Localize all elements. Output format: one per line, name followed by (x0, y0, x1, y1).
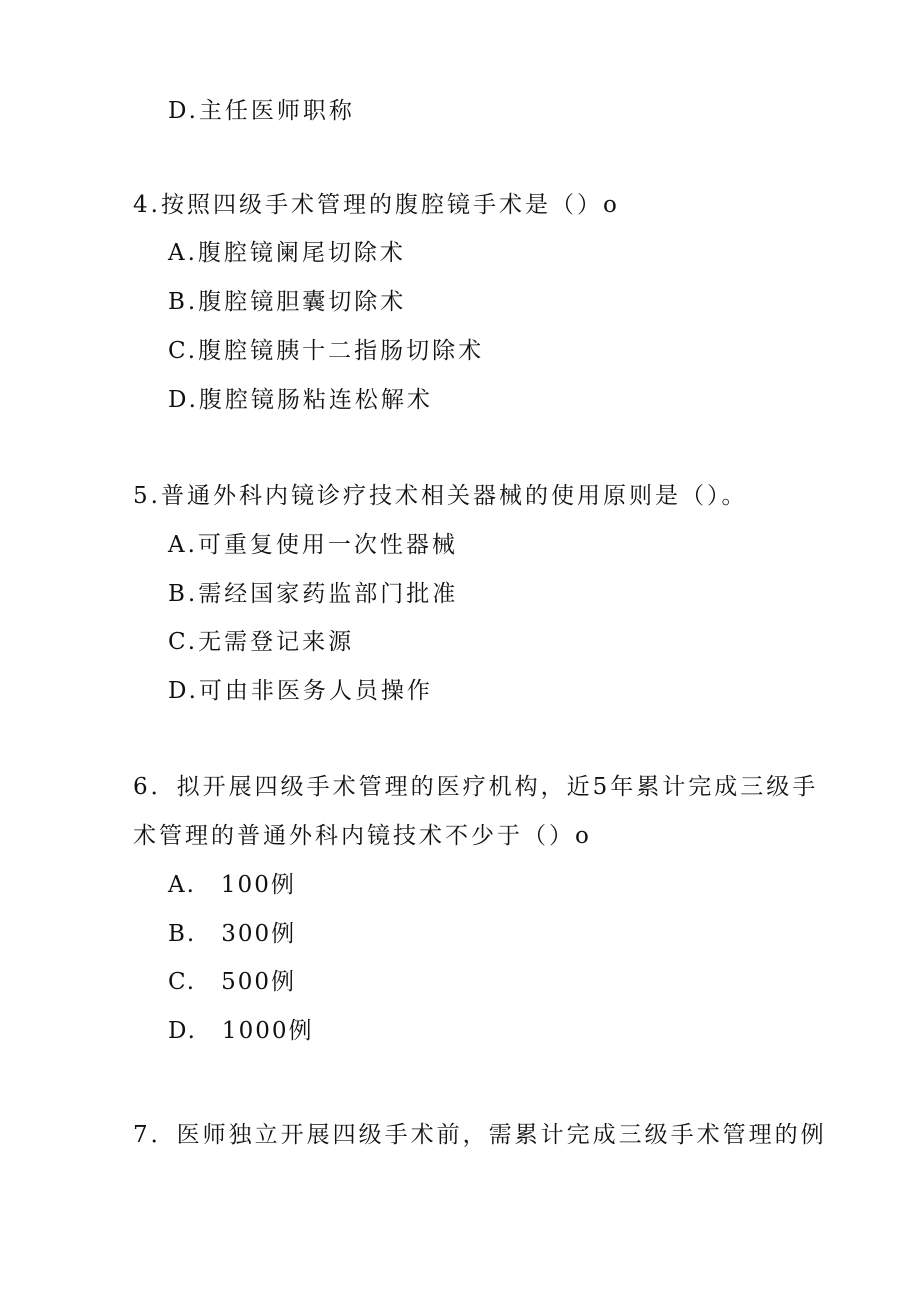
q4-option-b: B.腹腔镜胆囊切除术 (168, 289, 407, 315)
q5-option-c: C.无需登记来源 (168, 629, 355, 655)
question-4: 4.按照四级手术管理的腹腔镜手术是（）o (133, 192, 620, 218)
q6-option-d: D. 1000例 (168, 1018, 314, 1044)
q5-option-a: A.可重复使用一次性器械 (168, 532, 458, 558)
q4-option-c: C.腹腔镜胰十二指肠切除术 (168, 338, 485, 364)
question-6-line-1: 6．拟开展四级手术管理的医疗机构，近5年累计完成三级手 (133, 774, 819, 800)
question-6-line-2: 术管理的普通外科内镜技术不少于（）o (133, 823, 592, 849)
q6-option-c: C. 500例 (168, 969, 296, 995)
q5-option-b: B.需经国家药监部门批准 (168, 581, 459, 607)
question-5: 5.普通外科内镜诊疗技术相关器械的使用原则是（）。 (133, 483, 748, 509)
q3-option-d: D.主任医师职称 (168, 98, 355, 124)
q4-option-d: D.腹腔镜肠粘连松解术 (168, 387, 433, 413)
q6-option-b: B. 300例 (168, 921, 297, 947)
q5-option-d: D.可由非医务人员操作 (168, 678, 433, 704)
q4-option-a: A.腹腔镜阑尾切除术 (168, 240, 406, 266)
q6-option-a: A. 100例 (168, 872, 296, 898)
question-7-line-1: 7．医师独立开展四级手术前，需累计完成三级手术管理的例 (133, 1122, 827, 1148)
